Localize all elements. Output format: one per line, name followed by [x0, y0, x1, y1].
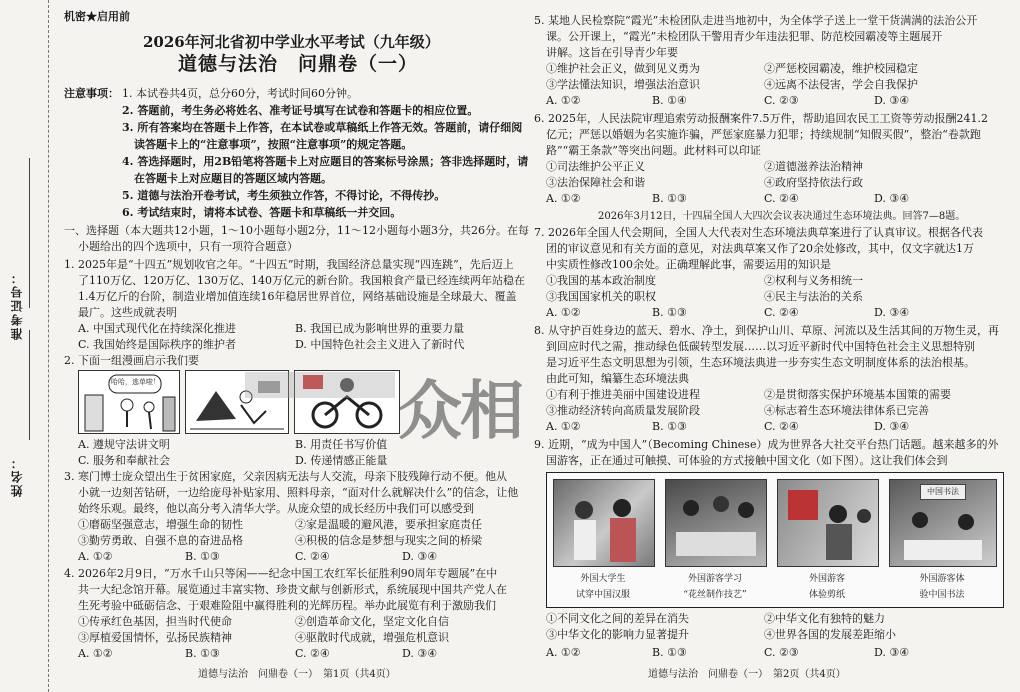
- question-6-stem: 路”“霸王条款”等突出问题。此材料可以印证: [546, 144, 761, 157]
- option: ④远离不法侵害，学会自我保护: [764, 78, 918, 91]
- answer-choice: C. ②③: [764, 646, 799, 659]
- question-2-stem: 2. 下面一组漫画启示我们要: [64, 354, 199, 367]
- answer-choice: B. ①③: [652, 192, 687, 205]
- note-line: 在答题卡上对应题目的答题区域内答题。: [134, 172, 332, 185]
- option: ②严惩校园霸凌，维护校园稳定: [764, 62, 918, 75]
- question-7-stem: 7. 2026年全国人代会期间，全国人大代表对生态环境法典草案进行了认真审议。根据各代表: [534, 226, 983, 239]
- option: B. 我国已成为影响世界的重要力量: [295, 322, 465, 335]
- answer-choice: B. ①③: [185, 550, 220, 563]
- option: ④驱散时代成就，增强危机意识: [295, 631, 449, 644]
- question-8-stem: 8. 从守护百姓身边的蓝天、碧水、净土，到保护山川、草原、河流以及生活其间的万物生灵，再: [534, 324, 999, 337]
- admission-number-label: 准考证号：: [10, 270, 24, 340]
- answer-choice: D. ③④: [874, 192, 910, 205]
- question-6-stem: 亿元；严惩以婚姻为名实施诈骗，严惩家庭暴力犯罪；持续规制“知假买假”，整治“卷款跑: [546, 128, 981, 141]
- question-6-stem: 6. 2025年，人民法院审理追索劳动报酬案件7.5万件，帮助追回农民工工资等劳动报酬241.2: [534, 112, 988, 125]
- option: ③勤劳勇敢、自强不息的奋进品格: [78, 534, 243, 547]
- option: ①磨砺坚强意志，增强生命的韧性: [78, 518, 243, 531]
- option: B. 用责任书写价值: [295, 438, 388, 451]
- question-5-stem: 课。公开课上，“霞光”未检团队干警用青少年违法犯罪、防范校园霸凌等主题展开: [546, 30, 943, 43]
- answer-choice: C. ②④: [295, 550, 330, 563]
- question-8-stem: 由此可知，编纂生态环境法典: [546, 372, 689, 385]
- option: A. 中国式现代化在持续深化推进: [78, 322, 236, 335]
- option: ①司法维护公平正义: [546, 160, 645, 173]
- cartoon-speech: 哈哈，逃单啦！: [111, 378, 160, 386]
- question-4-stem: 4. 2026年2月9日，“万水千山只等闲——纪念中国工农红军长征胜利90周年专题展”在中: [64, 567, 498, 580]
- answer-choice: D. ③④: [402, 647, 438, 660]
- question-9-stem: 9. 近期，“成为中国人”（Becoming Chinese）成为世界各大社交平台热门话题。越来越多的外: [534, 438, 999, 451]
- answer-choice: A. ①②: [78, 647, 113, 660]
- question-1-stem: 最广。这些成就表明: [78, 306, 177, 319]
- answer-choice: C. ②④: [295, 647, 330, 660]
- question-5-stem: 5. 某地人民检察院“霞光”未检团队走进当地初中，为全体学子送上一堂干货满满的法治公开: [534, 14, 978, 27]
- option: ②中华文化有独特的魅力: [764, 612, 885, 625]
- option: ④政府坚持依法行政: [764, 176, 863, 189]
- photo-papercut: [777, 479, 879, 567]
- photo-caption: 验中国书法: [919, 590, 965, 600]
- option: ①传承红色基因，担当时代使命: [78, 615, 232, 628]
- note-line: 2. 答题前，考生务必将姓名、准考证号填写在试卷和答题卡的相应位置。: [122, 104, 479, 117]
- question-9-stem: 国游客，正在通过可触摸、可体验的方式接触中国文化（如下图）。这让我们体会到: [546, 454, 948, 467]
- watermark: 众相: [398, 375, 522, 449]
- option: ④世界各国的发展差距缩小: [764, 628, 896, 641]
- option: ②创造革命文化，坚定文化自信: [295, 615, 449, 628]
- question-1-stem: 1.4万亿斤的台阶，制造业增加值连续16年稳居世界首位，网络基础设施是全球最大、覆盖: [78, 290, 517, 303]
- page-footer: 道德与法治 问鼎卷（一） 第2页（共4页）: [648, 669, 846, 680]
- question-5-stem: 讲解。这旨在引导青少年要: [546, 46, 678, 59]
- question-8-stem: 到回应时代之需，推动绿色低碳转型发展……以习近平新时代中国特色社会主义思想特别: [546, 340, 975, 353]
- option: ②道德滋养法治精神: [764, 160, 863, 173]
- answer-choice: C. ②④: [764, 192, 799, 205]
- note-line: 6. 考试结束时，请将本试卷、答题卡和草稿纸一并交回。: [122, 206, 402, 219]
- answer-choice: C. ②③: [764, 94, 799, 107]
- left-page: [50, 0, 529, 692]
- answer-choice: D. ③④: [874, 306, 910, 319]
- photo-caption: 外国大学生: [580, 574, 626, 584]
- question-1-stem: 了110万亿、120万亿、130万亿、140万亿元的新台阶。我国粮食产量已经连续两年站稳在: [78, 274, 525, 287]
- answer-choice: A. ①②: [546, 646, 581, 659]
- group-instruction: 2026年3月12日，十四届全国人大四次会议表决通过生态环境法典。回答7—8题。: [598, 211, 966, 222]
- answer-choice: A. ①②: [546, 94, 581, 107]
- question-4-stem: 生死考验中砥砺信念、于艰难险阻中赢得胜利的光辉历程。举办此展览有利于激励我们: [78, 599, 496, 612]
- secret-label: 机密★启用前: [64, 10, 130, 23]
- photo-caption: 外国游客学习: [687, 574, 742, 584]
- note-line: 4. 答选择题时，用2B铅笔将答题卡上对应题目的答案标号涂黑；答非选择题时，请: [122, 155, 529, 168]
- name-label: 姓名：: [10, 455, 24, 497]
- question-1-stem: 1. 2025年是“十四五”规划收官之年。“十四五”时期，我国经济总量实现“四连跳”，先后迈上: [64, 258, 514, 271]
- answer-choice: A. ①②: [78, 550, 113, 563]
- option: ④民主与法治的关系: [764, 290, 863, 303]
- photo-hanfu: [553, 479, 655, 567]
- answer-choice: B. ①③: [652, 646, 687, 659]
- exam-title: 2026年河北省初中学业水平考试（九年级）: [143, 33, 440, 51]
- option: C. 服务和奉献社会: [78, 454, 171, 467]
- question-3-stem: 始终乐观。最终，他以高分考入清华大学。从庞众望的成长经历中我们可以感受到: [78, 502, 474, 515]
- option: ③我国国家机关的职权: [546, 290, 656, 303]
- paper-title: 道德与法治 问鼎卷（一）: [178, 53, 419, 75]
- photo-caption: 试穿中国汉服: [575, 590, 630, 600]
- option: ③中华文化的影响力显著提升: [546, 628, 689, 641]
- option: A. 遵规守法讲文明: [78, 438, 170, 451]
- section-heading: 一、选择题（本大题共12小题，1～10小题每小题2分，11～12小题每小题3分，共26分。在每: [64, 224, 529, 237]
- option: C. 我国始终是国际秩序的维护者: [78, 338, 237, 351]
- page-footer: 道德与法治 问鼎卷（一） 第1页（共4页）: [198, 669, 396, 680]
- photo-caption: 外国游客: [808, 574, 845, 584]
- answer-choice: B. ①③: [652, 306, 687, 319]
- option: D. 传递情感正能量: [295, 454, 388, 467]
- notes-label: 注意事项：: [64, 87, 119, 100]
- question-8-stem: 是习近平生态文明思想为引领，生态环境法典进一步夯实生态文明制度体系的法治根基。: [546, 356, 975, 369]
- option: ①维护社会正义，做到见义勇为: [546, 62, 700, 75]
- option: ③推动经济转向高质量发展阶段: [546, 404, 700, 417]
- photo-caption: “花丝制作技艺”: [683, 590, 747, 600]
- answer-choice: D. ③④: [874, 94, 910, 107]
- binding-margin: [0, 0, 49, 692]
- section-heading: 小题给出的四个选项中，只有一项符合题意）: [78, 240, 298, 253]
- answer-choice: B. ①③: [652, 420, 687, 433]
- option: ①有利于推进美丽中国建设进程: [546, 388, 700, 401]
- answer-choice: B. ①③: [185, 647, 220, 660]
- answer-choice: D. ③④: [402, 550, 438, 563]
- option: ①不同文化之间的差异在消失: [546, 612, 689, 625]
- answer-choice: C. ②④: [764, 420, 799, 433]
- option: ②家是温暖的避风港，要承担家庭责任: [295, 518, 482, 531]
- answer-choice: C. ②④: [764, 306, 799, 319]
- admission-number-line: [29, 158, 30, 308]
- question-4-stem: 共一大纪念馆开幕。展览通过丰富实物、珍贵文献与创新形式，系统展现中国共产党人在: [78, 583, 507, 596]
- answer-choice: A. ①②: [546, 192, 581, 205]
- question-7-stem: 中实质性修改100余处。正确理解此事，需要运用的知识是: [546, 258, 831, 271]
- right-page: [528, 0, 1008, 692]
- answer-choice: A. ①②: [546, 306, 581, 319]
- photo-strip: [546, 472, 1004, 608]
- option: ③学法懂法知识，增强法治意识: [546, 78, 700, 91]
- option: ①我国的基本政治制度: [546, 274, 656, 287]
- question-3-stem: 3. 寒门博士庞众望出生于贫困家庭，父亲因病无法与人交流，母亲下肢残障行动不便。他从: [64, 470, 507, 483]
- option: ④积极的信念是梦想与现实之间的桥梁: [295, 534, 482, 547]
- cartoon-panel-1: [78, 370, 180, 434]
- question-7-stem: 团的审议意见和有关方面的意见，对法典草案又作了20余处修改，其中，仅文字就达1万: [546, 242, 974, 255]
- option: D. 中国特色社会主义进入了新时代: [295, 338, 465, 351]
- photo-filigree: [665, 479, 767, 567]
- answer-choice: D. ③④: [874, 420, 910, 433]
- name-line: [29, 330, 30, 440]
- photo-calligraphy: [889, 479, 997, 567]
- option: ③厚植爱国情怀，弘扬民族精神: [78, 631, 232, 644]
- photo-caption: 体验剪纸: [808, 590, 845, 600]
- option: ②权利与义务相统一: [764, 274, 863, 287]
- question-3-stem: 小就一边刻苦钻研，一边给庞母补贴家用、照料母亲，“面对什么就解决什么”的信念，让他: [78, 486, 519, 499]
- calligraphy-sign: 中国书法: [920, 484, 966, 500]
- note-line: 1. 本试卷共4页，总分60分，考试时间60分钟。: [122, 87, 358, 100]
- watermark-bar: [245, 372, 395, 398]
- photo-caption: 外国游客体: [919, 574, 965, 584]
- option: ④标志着生态环境法律体系已完善: [764, 404, 929, 417]
- option: ③法治保障社会和谐: [546, 176, 645, 189]
- note-line: 5. 道德与法治开卷考试，考生须独立作答，不得讨论，不得传抄。: [122, 189, 446, 202]
- note-line: 3. 所有答案均在答题卡上作答，在本试卷或草稿纸上作答无效。答题前，请仔细阅: [122, 121, 523, 134]
- answer-choice: D. ③④: [874, 646, 910, 659]
- answer-choice: A. ①②: [546, 420, 581, 433]
- option: ②是贯彻落实保护环境基本国策的需要: [764, 388, 951, 401]
- note-line: 读答题卡上的“注意事项”，按照“注意事项”的规定答题。: [134, 138, 413, 151]
- answer-choice: B. ①④: [652, 94, 687, 107]
